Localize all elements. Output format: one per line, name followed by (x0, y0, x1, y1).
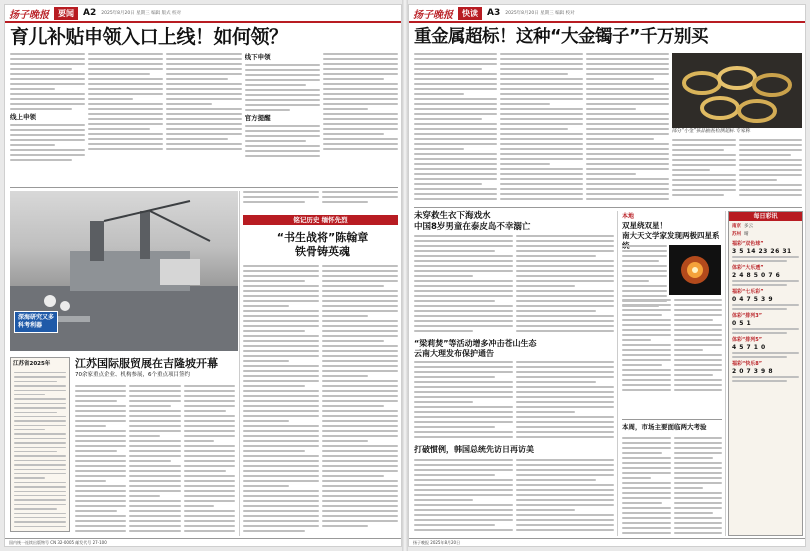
weather-city: 苏州 (732, 232, 741, 237)
photo-caption (14, 311, 58, 333)
lottery-numbers: 0 5 1 (732, 320, 752, 327)
lead-story-body-cont (672, 139, 802, 201)
lottery-item (732, 313, 799, 334)
story-dali-title (414, 339, 614, 359)
lottery-name: 体彩“大乐透” (732, 265, 764, 271)
lottery-name: 福彩“快乐8” (732, 361, 763, 367)
star-system-image (669, 245, 721, 295)
lottery-item (732, 241, 799, 262)
lottery-name: 福彩“双色球” (732, 241, 764, 247)
page-meta: 2025年8月20日 星期三 编辑 版式 校对 (101, 11, 181, 16)
page-number: A2 (83, 8, 97, 18)
feature-title (255, 231, 390, 259)
lead-headline: 重金属超标！这种“大金镯子”千万别买 (414, 27, 709, 47)
right-page-footer: 扬子晚报 2025年8月20日 (409, 538, 805, 546)
right-page-header (409, 5, 805, 23)
lead-headline: 育儿补贴申领入口上线！如何领？ (10, 26, 288, 48)
page-number: A3 (487, 8, 501, 18)
column-rule (239, 191, 240, 536)
story-drowning-title-2: 中国8岁男童在泰皮岛不幸溺亡 (414, 222, 531, 232)
lead-subhead-online: 线上申领 (10, 113, 36, 121)
lottery-item (732, 265, 799, 286)
photo-caption-line1: 深海研究又多 (18, 314, 55, 321)
page-meta: 2025年8月20日 星期三 编辑 校对 (505, 11, 575, 16)
weather-row (732, 231, 799, 237)
lead-story-body (414, 53, 669, 203)
story-drowning-body (414, 235, 614, 335)
lead-story-body (10, 53, 398, 183)
bracelet-illustration (672, 53, 802, 128)
lottery-numbers: 3 5 14 23 26 31 (732, 248, 792, 255)
section-divider (414, 207, 802, 208)
section-divider (10, 187, 398, 188)
bracelet-photo (672, 53, 802, 128)
story-stars-body-cont (622, 299, 722, 394)
left-box-text (14, 372, 66, 527)
weather-text: 多云 (744, 224, 753, 229)
lottery-name: 体彩“排列5” (732, 337, 763, 343)
local-column-tag: 本地 (622, 213, 635, 220)
left-page (4, 4, 402, 547)
story-korea-body (414, 459, 614, 534)
weather-text: 晴 (744, 232, 749, 237)
lottery-item (732, 361, 799, 382)
section-badge: 快读 (458, 7, 482, 20)
story-stars-title-1: 双星绕双星！ (622, 221, 667, 230)
feature-tag-banner: 铭记历史 缅怀先烈 (243, 215, 398, 225)
story-dali-title-2: 云南大理发布保护通告 (414, 349, 494, 358)
right-page (408, 4, 806, 547)
story-market-title: 本周，市场主要面临两大考验 (622, 423, 707, 431)
column-rule (725, 211, 726, 536)
masthead-logo: 扬子晚报 (9, 9, 49, 21)
bottom-headline: 江苏国际服贸展在吉隆坡开幕 (75, 357, 218, 370)
weather-city: 南京 (732, 224, 741, 229)
lottery-name: 福彩“七乐彩” (732, 289, 764, 295)
column-rule (617, 211, 618, 536)
research-vessel-photo (10, 191, 238, 351)
lottery-item (732, 289, 799, 310)
lead-subhead-reminder: 官方提醒 (244, 114, 271, 122)
star-illustration (669, 245, 721, 295)
feature-body (243, 265, 398, 535)
story-divider (622, 419, 722, 420)
story-dali-body (414, 361, 614, 441)
lottery-numbers: 0 4 7 5 3 9 (732, 296, 773, 303)
lottery-item (732, 337, 799, 358)
sidebar-title: 每日彩讯 (729, 212, 802, 221)
small-story-text (243, 191, 398, 211)
lottery-numbers: 2 0 7 3 9 8 (732, 368, 773, 375)
left-box-title: 江苏省2025年 (13, 361, 51, 367)
story-korea-title: 打破惯例，韩国总统先访日再访美 (414, 445, 534, 454)
lottery-numbers: 4 5 7 1 0 (732, 344, 766, 351)
section-badge: 要闻 (54, 7, 78, 20)
lottery-name: 体彩“排列3” (732, 313, 763, 319)
feature-title-line1: “书生战将”陈翰章 (276, 231, 369, 244)
story-drowning-title (414, 211, 614, 233)
left-info-box (10, 357, 70, 532)
weather-list (729, 221, 802, 239)
daily-info-sidebar (728, 211, 803, 536)
lead-subhead-offline: 线下申领 (244, 53, 271, 61)
weather-row (732, 223, 799, 229)
story-stars-title-2: 南大天文学家发现两极四星系 (622, 231, 720, 240)
masthead-logo: 扬子晚报 (413, 9, 453, 21)
story-dali-title-1: “梁莉焚”等活动增多冲击苍山生态 (414, 339, 537, 348)
story-drowning-title-1: 未穿救生衣下海戏水 (414, 211, 491, 221)
left-page-footer: 国内统一连续出版物号 CN 32-0005 邮发代号 27-100 (5, 538, 401, 546)
left-page-header (5, 5, 401, 23)
story-market-body (622, 437, 722, 535)
photo-caption-line2: 科考利器 (18, 322, 43, 329)
lottery-numbers: 2 4 8 5 0 7 6 (732, 272, 781, 279)
bracelet-photo-caption: 部分“小金”孩品抽查检测超标 专家称 (672, 129, 751, 134)
lottery-list (729, 239, 802, 384)
bottom-story-body (75, 385, 235, 535)
bottom-subhead: 70余家重点企业、机构参展，6个重点项目签约 (75, 372, 190, 378)
feature-title-line2: 铁骨铸英魂 (295, 245, 350, 258)
